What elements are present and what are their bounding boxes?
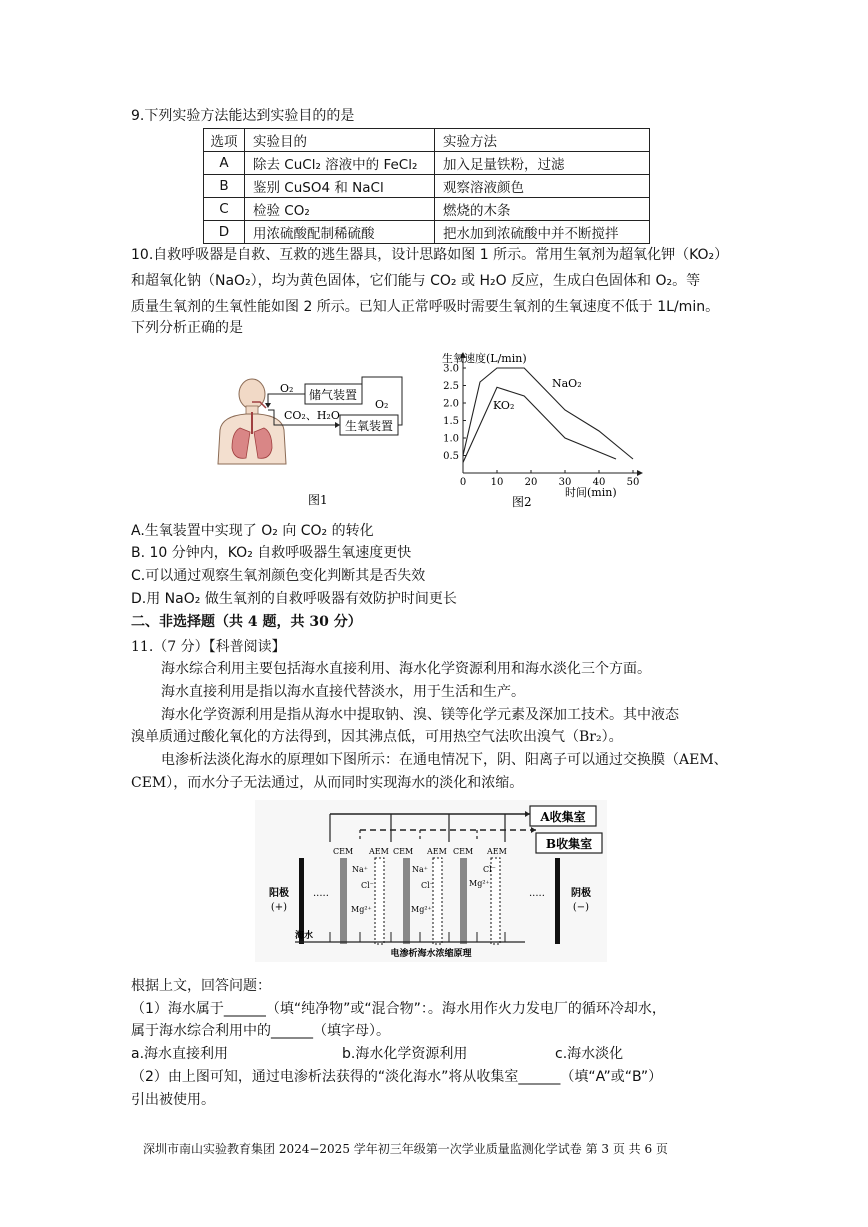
ion-label: Na⁺ xyxy=(352,865,368,874)
table-row xyxy=(204,221,650,244)
choice-c: c.海水淡化 xyxy=(555,1046,624,1062)
q11-p4b: CEM），而水分子无法通过，从而同时实现海水的淡化和浓缩。 xyxy=(131,775,524,791)
y-tick-label: 2.5 xyxy=(443,381,459,392)
cathode-label: 阴极 xyxy=(571,888,591,899)
cell-method: 把水加到浓硫酸中并不断搅拌 xyxy=(435,221,650,244)
table-row xyxy=(204,175,650,198)
diagram-caption: 电渗析海水浓缩原理 xyxy=(390,949,472,959)
cell-purpose: 检验 CO₂ xyxy=(245,198,435,221)
membrane-label: CEM xyxy=(393,847,414,856)
membrane-aem-1 xyxy=(375,858,384,944)
membrane-label: AEM xyxy=(427,847,447,856)
ion-label: Cl⁻ xyxy=(361,881,374,890)
page-footer: 深圳市南山实验教育集团 2024−2025 学年初三年级第一次学业质量监测化学试卷 第 3 页 共 6 页 xyxy=(143,1142,668,1156)
fig1-caption: 图1 xyxy=(308,493,328,507)
dots-left: ..... xyxy=(313,888,329,899)
y-tick-label: 1.0 xyxy=(443,433,459,445)
x-tick-label: 50 xyxy=(626,477,640,488)
q11-p3a: 海水化学资源利用是指从海水中提取钠、溴、镁等化学元素及深加工技术。其中液态 xyxy=(161,707,679,723)
ion-label: Mg²⁺ xyxy=(411,905,432,914)
figure-1-respirator xyxy=(212,372,412,512)
y-tick-label: 0.5 xyxy=(443,451,459,462)
header-option: 选项 xyxy=(204,129,245,152)
q11-q1-line2: 属于海水综合利用中的______（填字母）。 xyxy=(131,1023,390,1039)
membrane-label: CEM xyxy=(333,847,354,856)
cell-purpose: 用浓硫酸配制稀硫酸 xyxy=(245,221,435,244)
arrow-o2-to-human xyxy=(268,394,305,404)
header-method: 实验方法 xyxy=(435,129,650,152)
electrodialysis-diagram xyxy=(255,800,607,962)
human-body-icon xyxy=(218,379,286,464)
y-tick-label: 1.5 xyxy=(443,416,459,427)
series-label-ko2: KO₂ xyxy=(493,399,515,412)
cell-option: A xyxy=(204,152,245,175)
storage-label: 储气装置 xyxy=(308,388,358,402)
y-tick-label: 3.0 xyxy=(443,363,459,375)
cell-method: 加入足量铁粉，过滤 xyxy=(435,152,650,175)
series-label-nao2: NaO₂ xyxy=(552,377,582,390)
membrane-cem-3 xyxy=(460,858,467,944)
x-tick-label: 40 xyxy=(592,477,606,488)
q11-p1: 海水综合利用主要包括海水直接利用、海水化学资源利用和海水淡化三个方面。 xyxy=(161,661,651,677)
membrane-label: AEM xyxy=(487,847,507,856)
cell-option: D xyxy=(204,221,245,244)
q11-p2: 海水直接利用是指以海水直接代替淡水，用于生活和生产。 xyxy=(161,684,525,700)
table-row xyxy=(204,152,650,175)
q10-line2: 和超氧化钠（NaO₂），均为黄色固体，它们能与 CO₂ 或 H₂O 反应，生成白色固体和 O₂。等 xyxy=(131,273,701,289)
x-tick-label: 20 xyxy=(524,477,538,488)
cell-option: C xyxy=(204,198,245,221)
q10-option-c: C.可以通过观察生氧剂颜色变化判断其是否失效 xyxy=(131,568,426,584)
figure-2-chart xyxy=(425,345,650,515)
q10-line1: 10.自救呼吸器是自救、互救的逃生器具，设计思路如图 1 所示。常用生氧剂为超氧化钾（KO₂） xyxy=(131,247,729,263)
cell-option: B xyxy=(204,175,245,198)
chart-xlabel: 时间(min) xyxy=(565,486,617,499)
membrane-cem-2 xyxy=(403,858,410,944)
cell-purpose: 鉴别 CuSO4 和 NaCl xyxy=(245,175,435,198)
q9-table xyxy=(203,128,650,244)
table-row xyxy=(204,198,650,221)
generator-label: 生氧装置 xyxy=(344,419,394,433)
table-header-row xyxy=(204,129,650,152)
q10-option-b: B. 10 分钟内，KO₂ 自救呼吸器生氧速度更快 xyxy=(131,545,412,561)
cathode-plate xyxy=(555,858,560,944)
membrane-label: CEM xyxy=(453,847,474,856)
choice-b: b.海水化学资源利用 xyxy=(342,1046,468,1062)
co2-h2o-label: CO₂、H₂O xyxy=(284,409,340,422)
membrane-cem-1 xyxy=(340,858,347,944)
q10-option-d: D.用 NaO₂ 做生氧剂的自救呼吸器有效防护时间更长 xyxy=(131,591,457,607)
q11-q2-line2: 引出被使用。 xyxy=(131,1092,215,1108)
dots-right: ..... xyxy=(529,888,545,899)
cell-method: 燃烧的木条 xyxy=(435,198,650,221)
ion-label: Mg²⁺ xyxy=(469,879,490,888)
cell-method: 观察溶液颜色 xyxy=(435,175,650,198)
chart-ylabel: 生氧速度(L/min) xyxy=(442,352,527,365)
series-line-nao2 xyxy=(463,368,633,459)
q11-q1-line1: （1）海水属于______（填“纯净物”或“混合物”：。海水用作火力发电厂的循环冷却水， xyxy=(131,1001,666,1017)
q11-p3b: 溴单质通过酸化氧化的方法得到，因其沸点低，可用热空气法吹出溴气（Br₂）。 xyxy=(131,729,623,745)
q11-p4a: 电渗析法淡化海水的原理如下图所示：在通电情况下，阴、阳离子可以通过交换膜（AEM、 xyxy=(161,752,728,768)
ion-label: Na⁺ xyxy=(412,865,428,874)
cathode-sign: (−) xyxy=(572,902,590,913)
section-2-heading: 二、非选择题（共 4 题，共 30 分） xyxy=(131,614,362,630)
x-tick-label: 0 xyxy=(459,477,467,488)
seawater-label: 海水 xyxy=(295,931,314,941)
membrane-label: AEM xyxy=(369,847,389,856)
q10-line3: 质量生氧剂的生氧性能如图 2 所示。已知人正常呼吸时需要生氧剂的生氧速度不低于 1L/min。 xyxy=(131,299,720,315)
x-tick-label: 10 xyxy=(490,477,504,488)
q10-option-a: A.生氧装置中实现了 O₂ 向 CO₂ 的转化 xyxy=(131,523,374,539)
q11-intro: 根据上文，回答问题： xyxy=(131,978,271,994)
fig2-caption: 图2 xyxy=(512,495,532,509)
ion-label: Mg²⁺ xyxy=(351,905,372,914)
o2-right-label: O₂ xyxy=(375,398,389,411)
membrane-aem-2 xyxy=(433,858,442,944)
x-tick-label: 30 xyxy=(558,477,572,488)
anode-label: 阳极 xyxy=(269,888,289,899)
choice-a: a.海水直接利用 xyxy=(131,1046,229,1062)
cell-purpose: 除去 CuCl₂ 溶液中的 FeCl₂ xyxy=(245,152,435,175)
anode-sign: (+) xyxy=(270,902,288,913)
a-room-label: A收集室 xyxy=(540,810,586,824)
q10-line4: 下列分析正确的是 xyxy=(131,320,243,336)
x-axis-arrow xyxy=(637,470,643,476)
y-tick-label: 2.0 xyxy=(443,398,459,410)
header-purpose: 实验目的 xyxy=(245,129,435,152)
q11-title: 11.（7 分）【科普阅读】 xyxy=(131,639,286,655)
q9-title: 9.下列实验方法能达到实验目的的是 xyxy=(131,108,355,124)
series-line-ko2 xyxy=(463,387,616,462)
ion-label: Cl⁻ xyxy=(483,865,496,874)
b-room-label: B收集室 xyxy=(545,837,593,851)
q11-q2-line1: （2）由上图可知，通过电渗析法获得的“淡化海水”将从收集室______（填“A”或“B”） xyxy=(131,1069,663,1085)
ion-label: Cl⁻ xyxy=(421,881,434,890)
o2-top-label: O₂ xyxy=(280,382,294,395)
